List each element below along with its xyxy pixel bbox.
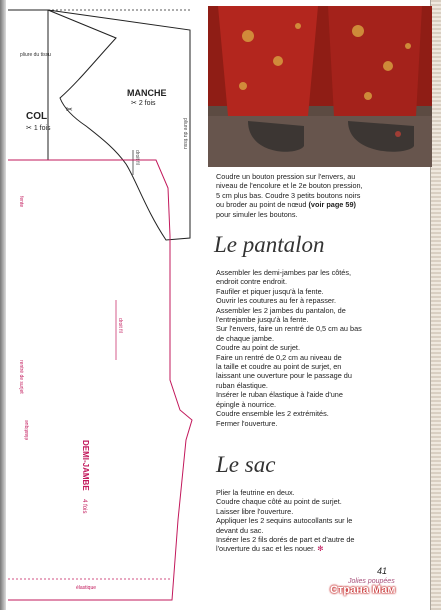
photo-illustration xyxy=(208,6,432,167)
sac-line: Appliquer les 2 sequins autocollants sur le xyxy=(216,516,353,526)
pantalon-line: Insérer le ruban élastique à l'aide d'une xyxy=(216,390,343,400)
pliure-top-label: pliure du tissu xyxy=(20,52,51,58)
elastique-bottom-label: élastique xyxy=(76,585,97,591)
pantalon-line: Assembler les demi-jambes par les côtés, xyxy=(216,268,352,277)
demi-jambe-times: 4 fois xyxy=(81,499,87,514)
pantalon-line: Fermer l'ouverture. xyxy=(216,418,278,428)
col-label: COL xyxy=(26,111,48,122)
sac-line: Coudre chaque côté au point de surjet. xyxy=(216,497,342,507)
intro-line: 5 cm plus bas. Coudre 3 petits boutons noirs xyxy=(216,190,361,200)
magazine-brand: Jolies poupées xyxy=(348,578,395,585)
site-watermark: Страна Мам xyxy=(330,584,396,596)
sac-heading: Le sac xyxy=(216,452,276,477)
elastique-left-label: élastique xyxy=(24,419,30,440)
page-number: 41 xyxy=(377,566,388,576)
pliure-right-label: pliure du tissu xyxy=(182,118,188,149)
intro-line xyxy=(216,200,363,209)
sac-line: Plier la feutrine en deux. xyxy=(216,488,295,497)
col-times-text: 1 fois xyxy=(33,125,51,132)
manche-label: MANCHE xyxy=(127,88,167,98)
pantalon-line: Faire un rentré de 0,2 cm au niveau de xyxy=(216,352,342,362)
pattern-lines xyxy=(6,0,210,610)
intro-line-part: ou broder au point de nœud xyxy=(216,200,307,210)
pantalon-line: Ouvrir les coutures au fer à repasser. xyxy=(216,296,337,306)
sac-line: devant du sac. xyxy=(216,525,264,535)
pantalon-line: laissant une ouverture pour le passage du xyxy=(216,371,352,381)
pantalon-line: Faufiler et piquer jusqu'à la fente. xyxy=(216,286,324,296)
end-mark-icon: ✻ xyxy=(317,544,324,554)
pantalon-line: ruban élastique. xyxy=(216,380,268,390)
intro-page-ref: (voir page 59) xyxy=(308,200,356,210)
demi-jambe-outline xyxy=(8,160,192,600)
fente-label: fente xyxy=(18,196,24,208)
pantalon-line: endroit contre endroit. xyxy=(216,277,287,287)
sewing-pattern xyxy=(6,0,210,610)
intro-line: pour simuler les boutons. xyxy=(216,209,298,219)
pantalon-line: épingle à nourrice. xyxy=(216,399,277,409)
manche-droit-fil: droit fil xyxy=(134,150,140,165)
pantalon-line: Assembler les 2 jambes du pantalon, de xyxy=(216,305,346,315)
manche-scissor-icon: ✂ xyxy=(66,105,73,114)
manche-times: ✂ 2 fois xyxy=(131,100,156,107)
intro-paragraph xyxy=(216,172,363,219)
pantalon-heading: Le pantalon xyxy=(214,232,325,257)
sac-line: Insérer les 2 fils dorés de part et d'autre de xyxy=(216,535,355,545)
sac-instructions xyxy=(216,488,355,554)
demi-jambe-label: DEMI-JAMBE xyxy=(81,440,90,491)
intro-line: niveau de l'encolure et le 2e bouton pression, xyxy=(216,181,363,191)
col-times: ✂ 1 fois xyxy=(26,125,51,132)
pantalon-line: de chaque jambe. xyxy=(216,333,275,343)
demi-jambe-droit-fil: droit fil xyxy=(117,318,123,333)
manche-times-text: 2 fois xyxy=(138,100,156,107)
col-outline xyxy=(8,10,48,160)
sac-line-text: l'ouverture du sac et les nouer. xyxy=(216,544,316,554)
demi-jambe-label-group xyxy=(78,440,96,513)
pantalon-line: la taille et coudre au point de surjet, en xyxy=(216,362,342,372)
pantalon-line: Coudre au point de surjet. xyxy=(216,343,300,353)
pantalon-line: Sur l'envers, faire un rentré de 0,5 cm au bas xyxy=(216,324,362,334)
sac-line: Laisser libre l'ouverture. xyxy=(216,506,294,516)
pantalon-instructions xyxy=(216,268,362,428)
doll-trousers-photo xyxy=(208,6,432,167)
pantalon-line: Coudre ensemble les 2 extrémités. xyxy=(216,409,329,419)
sac-line xyxy=(216,544,355,553)
rentre-label: rentré de surjet xyxy=(18,360,24,394)
pantalon-line: l'entrejambe jusqu'à la fente. xyxy=(216,315,309,325)
intro-line: Coudre un bouton pression sur l'envers, au xyxy=(216,172,356,181)
